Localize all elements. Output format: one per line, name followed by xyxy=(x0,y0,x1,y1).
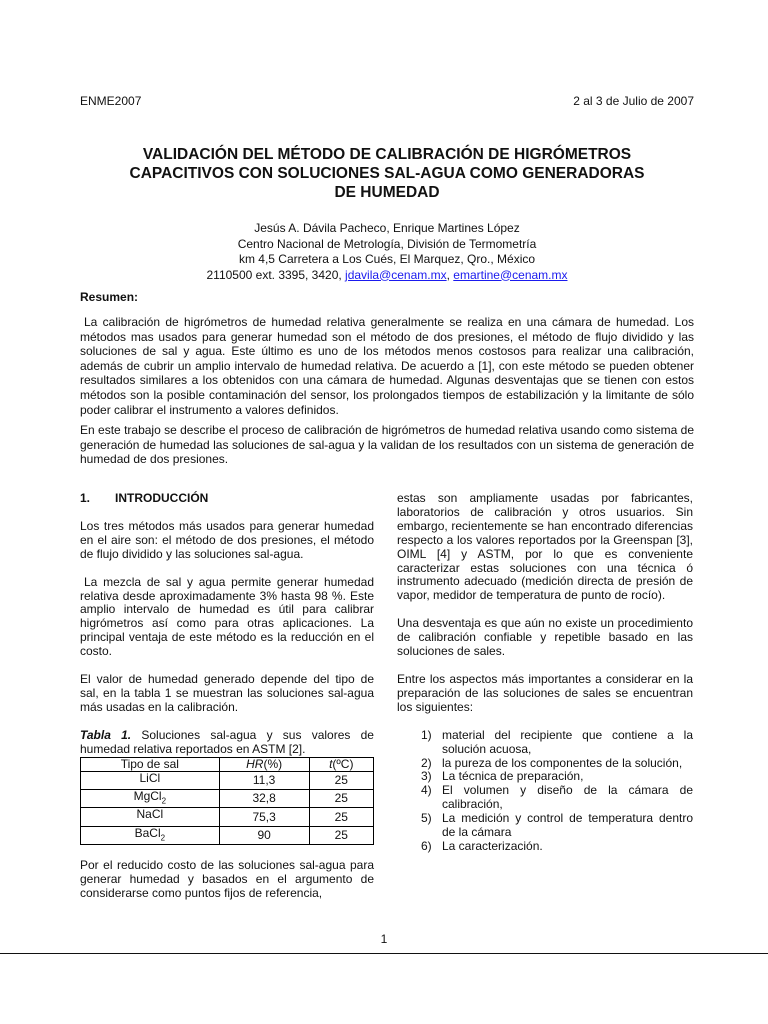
author-institution: Centro Nacional de Metrología, División de Termometría xyxy=(237,236,537,251)
author-address: km 4,5 Carretera a Los Cués, El Marquez, Qro., México xyxy=(238,252,536,266)
abstract-heading: Resumen: xyxy=(80,290,139,304)
cell-hr: 11,3 xyxy=(219,771,309,789)
list-item: 6) La caracterización. xyxy=(421,838,543,853)
table-caption-text: Soluciones sal-agua y sus valores de humedad relativa reportados en ASTM [2]. xyxy=(80,727,374,756)
list-item: 5) La medición y control de temperatura dentro de la cámara xyxy=(421,811,693,840)
header-relative-humidity: HR(%) xyxy=(219,757,309,771)
list-item: 3) La técnica de preparación, xyxy=(421,769,584,784)
cell-hr: 90 xyxy=(219,826,309,844)
right-column xyxy=(397,492,693,854)
abstract-paragraph-2: En este trabajo se describe el proceso de calibración de higrómetros de humedad relativa usando como sistema de generación de humedad las soluciones de sal-agua y la validan de los resultados con un sistema de generación de humedad de dos presiones. xyxy=(80,423,694,467)
list-item: 4) El volumen y diseño de la cámara de calibración, xyxy=(421,783,693,812)
right-paragraph-2: Una desventaja es que aún no existe un procedimiento de calibración confiable y repetible basado en las soluciones de sales. xyxy=(397,616,693,659)
cell-hr: 75,3 xyxy=(219,808,309,826)
table-caption xyxy=(80,729,374,757)
author-contact xyxy=(80,268,694,284)
paper-title xyxy=(80,145,694,202)
intro-paragraph-2: La mezcla de sal y agua permite generar humedad relativa desde aproximadamente 3% hasta 98 %. Este amplio intervalo de humedad es útil para calibrar higrómetros así como para otras aplicaciones. La principal ventaja de este método es la reducción en el costo. xyxy=(80,574,374,659)
cell-salt: MgCl$_2$ xyxy=(81,789,220,807)
header-temperature: t(ºC) xyxy=(309,757,373,771)
intro-paragraph-4: Por el reducido costo de las soluciones sal-agua para generar humedad y basados en el argumento de considerarse como puntos fijos de referencia, xyxy=(80,858,374,900)
table-row xyxy=(81,789,374,807)
abstract-paragraph-1: La calibración de higrómetros de humedad relativa generalmente se realiza en una cámara de humedad. Los métodos mas usados para generar humedad son el método de dos presiones, el método de flujo dividido y las soluciones de sal y agua. Este último es uno de los métodos menos costosos para realizar una calibración, además de cubrir un amplio intervalo de humedad relativa. De acuerdo a [1], con este método se pueden obtener resultados similares a los obtenidos con una cámara de humedad. Algunas desventajas que se tienen con estos métodos son la posible contaminación del sensor, los prolongados tiempos de estabilización y la limitante de sólo poder calibrar el instrumento a valores definidos. xyxy=(80,315,694,417)
cell-salt: BaCl$_2$ xyxy=(81,826,220,844)
title-line-1: VALIDACIÓN DEL MÉTODO DE CALIBRACIÓN DE HIGRÓMETROS xyxy=(142,146,632,163)
author-names: Jesús A. Dávila Pacheco, Enrique Martines López xyxy=(254,221,520,235)
section-title: INTRODUCCIÓN xyxy=(115,491,209,505)
right-paragraph-1: estas son ampliamente usadas por fabricantes, laboratorios de calibración y otros usuarios. Sin embargo, recientemente se han encontrado diferencias respecto a los valores reportados por la Greenspan [3], OIML [4] y ASTM, por lo que es conveniente caracterizar estas soluciones con una técnica ó instrumento adecuado (medición directa de presión de vapor, medidor de temperatura de punto de rocío). xyxy=(397,491,693,603)
conference-date: 2 al 3 de Julio de 2007 xyxy=(573,94,694,108)
header-salt-type: Tipo de sal xyxy=(81,757,220,771)
intro-paragraph-1: Los tres métodos más usados para generar humedad en el aire son: el método de dos presiones, el método de flujo dividido y las soluciones sal-agua. xyxy=(80,518,374,561)
section-number: 1. xyxy=(80,491,91,505)
author-phone: 2110500 ext. 3395, 3420, xyxy=(206,267,346,282)
table-label: Tabla 1. xyxy=(80,727,132,742)
table-row xyxy=(81,771,374,789)
aspects-list xyxy=(397,729,693,854)
page-number: 1 xyxy=(380,932,388,946)
cell-temperature: 25 xyxy=(309,789,373,807)
right-paragraph-3: Entre los aspectos más importantes a considerar en la preparación de las soluciones de sales se encuentran los siguientes: xyxy=(397,671,693,714)
list-item: 1) material del recipiente que contiene a la solución acuosa, xyxy=(421,727,693,756)
cell-hr: 32,8 xyxy=(219,789,309,807)
footer-divider xyxy=(0,953,768,954)
table-header-row xyxy=(81,757,374,771)
cell-salt: LiCl xyxy=(81,771,220,789)
author-block xyxy=(80,221,694,283)
email-link-2[interactable]: emartine@cenam.mx xyxy=(453,267,568,282)
list-item: 2) la pureza de los componentes de la solución, xyxy=(421,755,683,770)
table-row xyxy=(81,826,374,844)
table-row xyxy=(81,808,374,826)
intro-paragraph-3: El valor de humedad generado depende del tipo de sal, en la tabla 1 se muestran las soluciones sal-agua más usadas en la calibración. xyxy=(80,672,374,714)
email-link-1[interactable]: jdavila@cenam.mx xyxy=(345,267,447,282)
title-line-2: CAPACITIVOS CON SOLUCIONES SAL-AGUA COMO GENERADORAS xyxy=(129,165,645,182)
email-separator: , xyxy=(446,267,454,282)
conference-name: ENME2007 xyxy=(80,94,142,108)
title-line-3: DE HUMEDAD xyxy=(334,184,440,201)
left-column xyxy=(80,492,374,901)
cell-temperature: 25 xyxy=(309,808,373,826)
section-heading-introduction xyxy=(80,492,374,506)
cell-temperature: 25 xyxy=(309,826,373,844)
cell-salt: NaCl xyxy=(81,808,220,826)
salt-solutions-table xyxy=(80,757,374,846)
cell-temperature: 25 xyxy=(309,771,373,789)
